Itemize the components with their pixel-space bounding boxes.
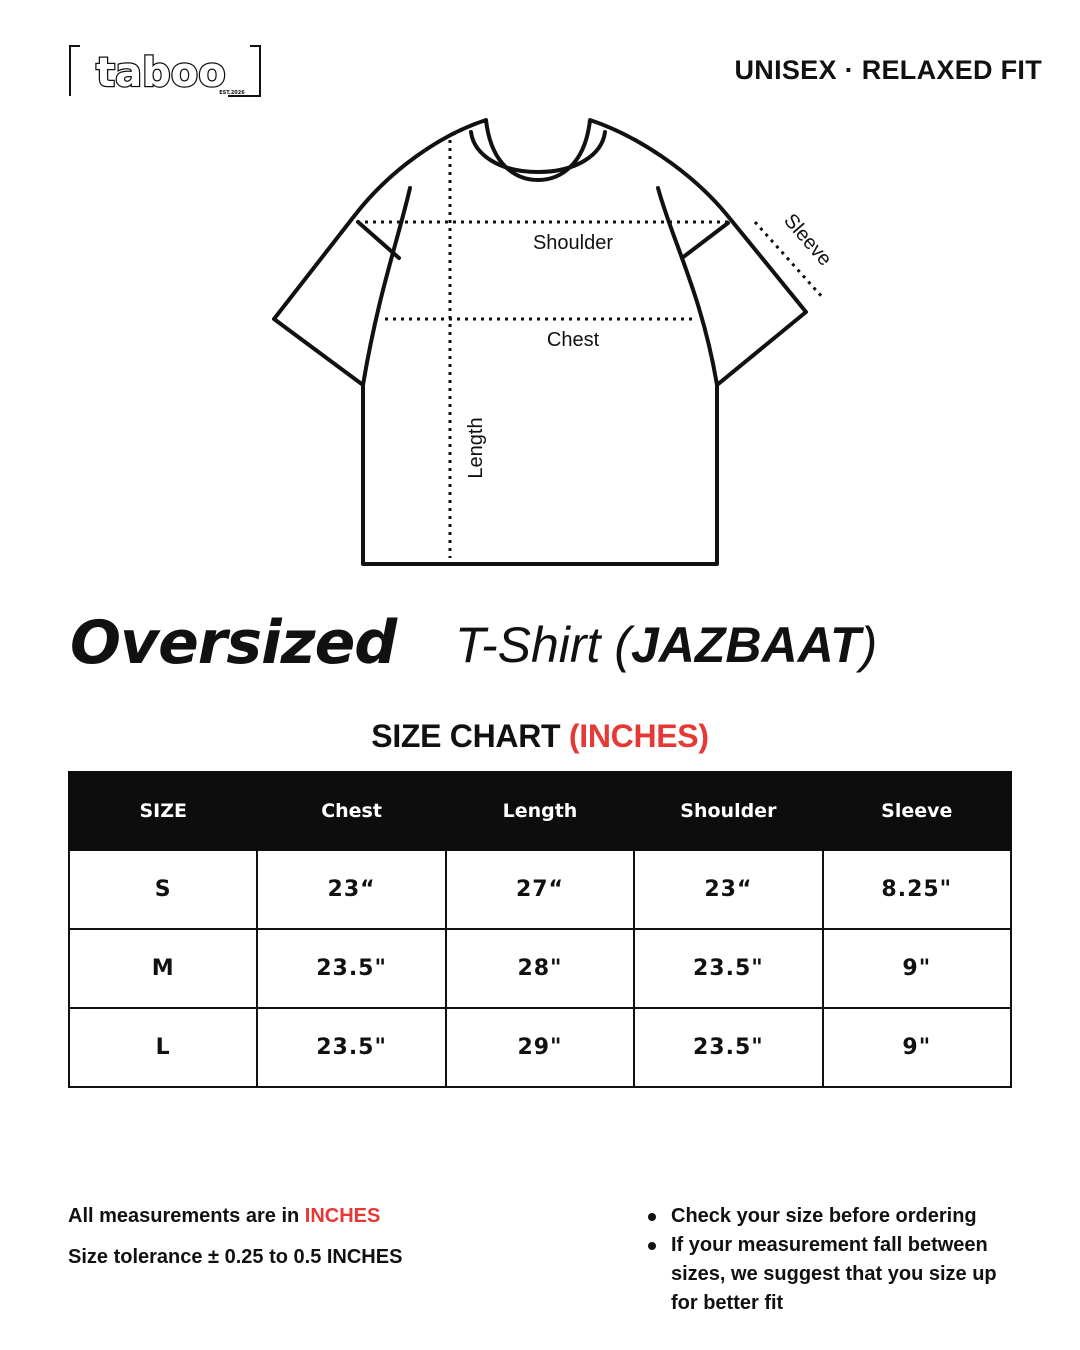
shoulder-cell: 23“ <box>634 850 822 929</box>
shoulder-cell: 23.5" <box>634 1008 822 1087</box>
tshirt-diagram <box>260 110 840 580</box>
title-product-name: T-Shirt (JAZBAAT) <box>455 617 878 673</box>
table-row <box>69 929 1011 1008</box>
table-row <box>69 1008 1011 1087</box>
sleeve-label: Sleeve <box>779 209 836 271</box>
right-sleeve-seam <box>682 223 728 258</box>
length-cell: 28" <box>446 929 634 1008</box>
logo-tagline: EST.2026 <box>219 90 245 96</box>
list-item <box>646 1202 1026 1231</box>
length-label: Length <box>465 417 487 479</box>
sleeve-cell: 8.25" <box>823 850 1011 929</box>
chest-cell: 23.5" <box>257 1008 445 1087</box>
logo-wordmark: taboo <box>96 50 226 96</box>
brand-logo <box>68 44 262 98</box>
sleeve-cell: 9" <box>823 1008 1011 1087</box>
bullet-icon <box>648 1242 656 1250</box>
size-chart-table <box>68 771 1012 1088</box>
measurement-unit: INCHES <box>304 1205 381 1227</box>
measurement-unit-note: All measurements are in INCHES <box>68 1205 381 1227</box>
left-sleeve-seam <box>358 222 399 258</box>
table-row <box>69 850 1011 929</box>
title-collection: JAZBAAT <box>630 617 861 673</box>
length-cell: 27“ <box>446 850 634 929</box>
header-chest: Chest <box>257 772 445 850</box>
length-cell: 29" <box>446 1008 634 1087</box>
size-cell: L <box>69 1008 257 1087</box>
measurement-notes <box>68 1202 402 1284</box>
header-length: Length <box>446 772 634 850</box>
shoulder-cell: 23.5" <box>634 929 822 1008</box>
size-chart-heading <box>0 718 1080 755</box>
header-shoulder: Shoulder <box>634 772 822 850</box>
right-armhole <box>658 188 717 385</box>
list-item <box>646 1231 1026 1318</box>
chest-label: Chest <box>546 329 600 351</box>
product-title <box>70 608 1030 688</box>
size-cell: M <box>69 929 257 1008</box>
sleeve-cell: 9" <box>823 929 1011 1008</box>
shoulder-label: Shoulder <box>532 232 614 254</box>
tip-text: If your measurement fall between sizes, we suggest that you size up for better fit <box>671 1234 997 1314</box>
tip-text: Check your size before ordering <box>671 1205 977 1227</box>
tshirt-outline <box>274 120 806 564</box>
title-oversized: Oversized <box>70 608 397 678</box>
sizing-tips <box>646 1202 1026 1318</box>
bullet-icon <box>648 1213 656 1221</box>
left-armhole <box>363 188 410 385</box>
header-size: SIZE <box>69 772 257 850</box>
chest-cell: 23.5" <box>257 929 445 1008</box>
chest-cell: 23“ <box>257 850 445 929</box>
size-chart-title: SIZE CHART <box>371 718 561 754</box>
table-header-row <box>69 772 1011 850</box>
header-sleeve: Sleeve <box>823 772 1011 850</box>
size-tolerance-note: Size tolerance ± 0.25 to 0.5 INCHES <box>68 1246 403 1268</box>
size-chart-unit: (INCHES) <box>568 718 709 754</box>
size-cell: S <box>69 850 257 929</box>
fit-label: UNISEX · RELAXED FIT <box>734 55 1042 85</box>
